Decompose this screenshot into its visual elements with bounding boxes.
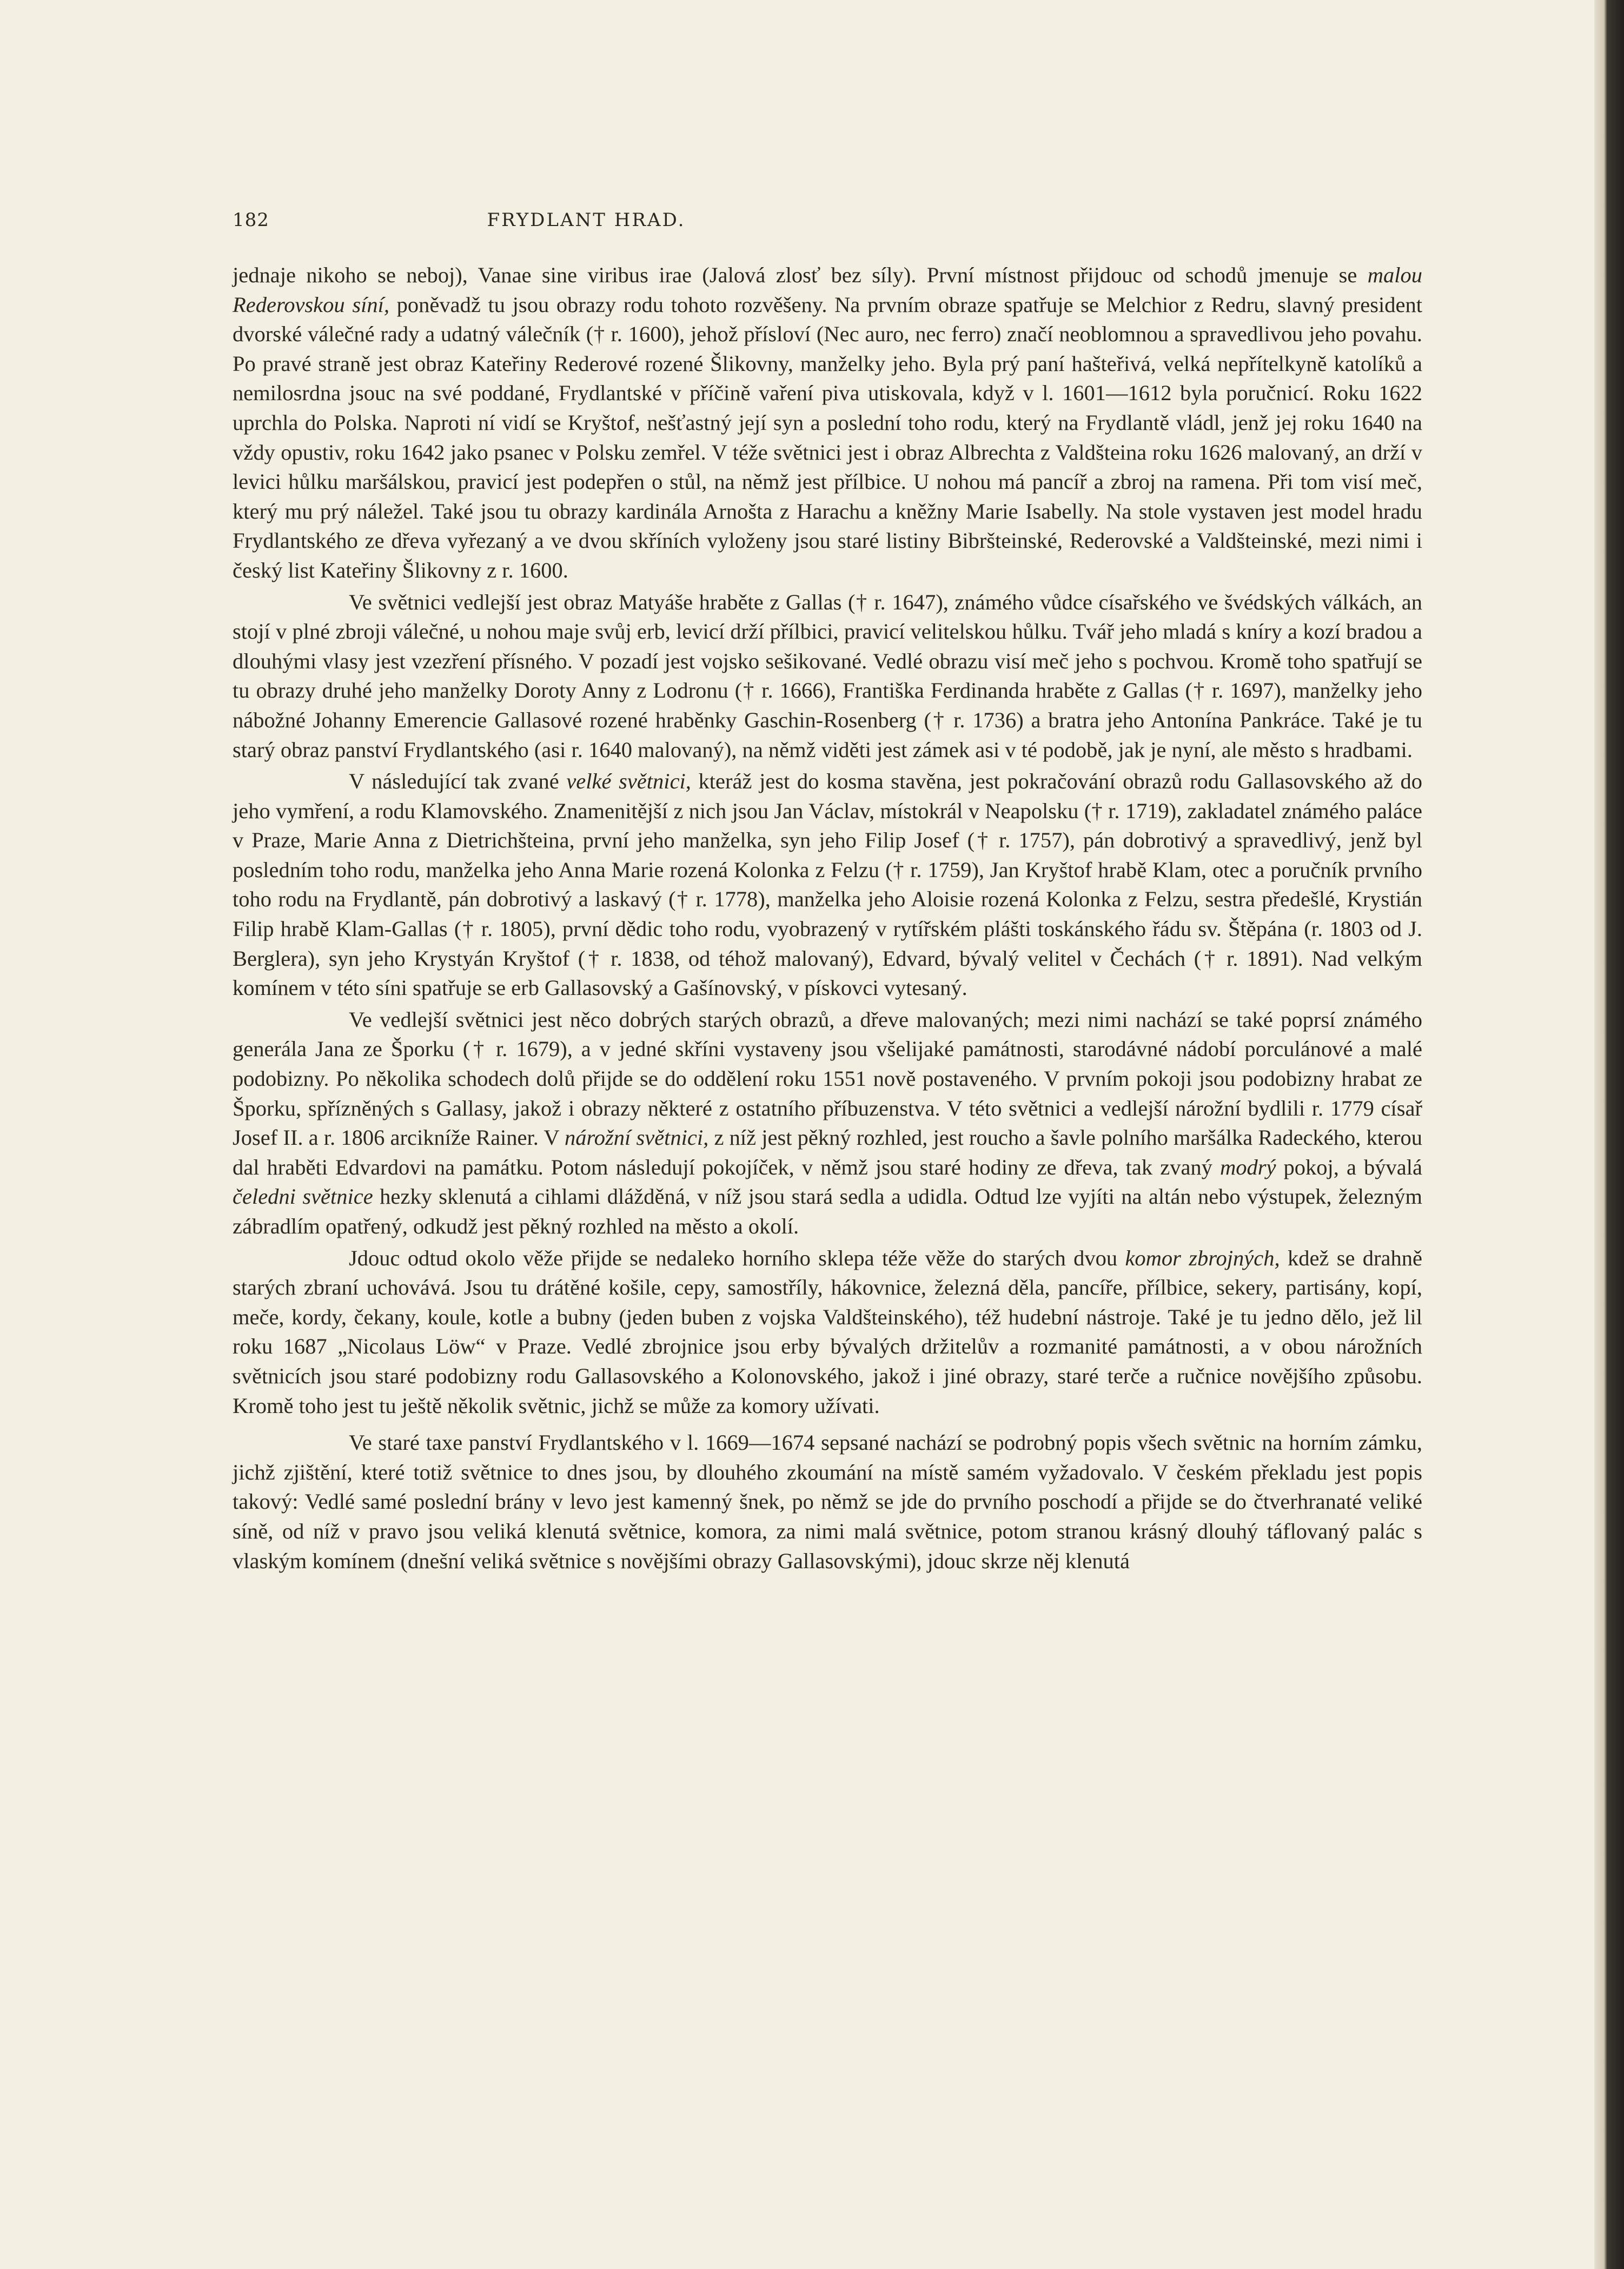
text-run: poněvadž tu jsou obrazy rodu tohoto rozvěšeny. Na prvním obraze spatřuje se Melchior z Redru, slavný president dvorské válečné rady a udatný válečník († r. 1600), jehož přísloví (Nec auro, nec ferro) značí neoblomnou a spravedlivou jeho povahu. Po pravé straně jest obraz Kateřiny Rederové rozené Šlikovny, manželky jeho. Byla prý paní hašteřivá, velká nepřítelkyně katolíků a nemilosrdna jsouc na své poddané, Frydlantské v příčině vaření piva utiskovala, když v l. 1601—1612 byla poručnicí. Roku 1622 uprchla do Polska. Naproti ní vidí se Kryštof, nešťastný její syn a poslední toho rodu, který na Frydlantě vládl, jenž jej roku 1640 na vždy opustiv, roku 1642 jako psanec v Polsku zemřel. V téže světnici jest i obraz Albrechta z Valdšteina roku 1626 malovaný, an drží v levici hůlku maršálskou, pravicí jest podepřen o stůl, na němž jest přílbice. U nohou má pancíř a zbroj na ramena. Při tom visí meč, který mu prý náležel. Také jsou tu obrazy kardinála Arnošta z Harachu a kněžny Marie Isabelly. Na stole vystaven jest model hradu Frydlantského ze dřeva vyřezaný a ve dvou skříních vyloženy jsou staré listiny Bibršteinské, Rederovské a Valdšteinské, mezi nimi i český list Kateřiny Šlikovny z r. 1600. bbox=[233, 292, 1422, 582]
text-run: hezky sklenutá a cihlami dlážděná, v níž jsou stará sedla a udidla. Odtud lze vyjíti na altán nebo výstupek, železným zábradlím opatřený, odkudž jest pěkný rozhled na město a okolí. bbox=[233, 1184, 1422, 1238]
italic-text: nárožní světnici, bbox=[565, 1125, 709, 1150]
text-run: Ve světnici vedlejší jest obraz Matyáše hraběte z Gallas († r. 1647), známého vůdce císařského ve švédských válkách, an stojí v plné zbroji válečné, u nohou maje svůj erb, levicí drží přílbici, pravicí velitelskou hůlku. Tvář jeho mladá s kníry a kozí bradou a dlouhými vlasy jest vzezření přísného. V pozadí jest vojsko sešikované. Vedlé obrazu visí meč jeho s pochvou. Kromě toho spatřují se tu obrazy druhé jeho manželky Doroty Anny z Lodronu († r. 1666), Františka Ferdinanda hraběte z Gallas († r. 1697), manželky jeho nábožné Johanny Emerencie Gallasové rozené hraběnky Gaschin-Rosenberg († r. 1736) a bratra jeho Antonína Pankráce. Také je tu starý obraz panství Frydlantského (asi r. 1640 malovaný), na němž viděti jest zámek asi v té podobě, jak je nyní, ale město s hradbami. bbox=[233, 589, 1422, 762]
text-run: kdež se drahně starých zbraní uchovává. Jsou tu drátěné košile, cepy, samostříly, hákovnice, železná děla, pancíře, přílbice, sekery, partisány, kopí, meče, kordy, čekany, koule, kotle a bubny (jeden buben z vojska Valdšteinského), též hudební nástroje. Také je tu jedno dělo, jež lil roku 1687 „Nicolaus Löw“ v Praze. Vedlé zbrojnice jsou erby bývalých držitelův a rozmanité památnosti, a v obou nárožních světnicích jsou staré podobizny rodu Gallasovského a Kolonovského, jakož i jiné obrazy, staré terče a ručnice novějšího způsobu. Kromě toho jest tu ještě několik světnic, jichž se může za komory užívati. bbox=[233, 1245, 1422, 1418]
paragraph bbox=[233, 588, 1422, 765]
text-run: Ve staré taxe panství Frydlantského v l. 1669—1674 sepsané nachází se podrobný popis všech světnic na horním zámku, jichž zjištění, které totiž světnice to dnes jsou, by dlouhého zkoumání na místě samém vyžadovalo. V českém překladu jest popis takový: Vedlé samé poslední brány v levo jest kamenný šnek, po němž se jde do prvního poschodí a přijde se do čtverhranaté veliké síně, od níž v pravo jsou veliká klenutá světnice, komora, za nimi malá světnice, potom stranou krásný dlouhý táflovaný palác s vlaským komínem (dnešní veliká světnice s novějšími obrazy Gallasovskými), jdouc skrze něj klenutá bbox=[233, 1430, 1422, 1573]
text-run: Ve vedlejší světnici jest něco dobrých starých obrazů, a dřeve malovaných; mezi nimi nachází se také poprsí známého generála Jana ze Šporku († r. 1679), a v jedné skříni vystaveny jsou všelijaké památnosti, starodávné nádobí porculánové a malé podobizny. Po několika schodech dolů přijde se do oddělení roku 1551 nově postaveného. V prvním pokoji jsou podobizny hrabat ze Šporku, spřízněných s Gallasy, jakož i obrazy některé z ostatního příbuzenstva. V této světnici a vedlejší nárožní bydlili r. 1779 císař Josef II. a r. 1806 arcikníže Rainer. V bbox=[233, 1007, 1422, 1150]
page-number: 182 bbox=[233, 209, 269, 231]
italic-text: komor zbrojných, bbox=[1125, 1245, 1280, 1270]
page-header bbox=[233, 209, 940, 242]
paragraph bbox=[233, 261, 1422, 586]
paragraph bbox=[233, 1005, 1422, 1242]
text-run: V následující tak zvané bbox=[349, 769, 567, 794]
italic-text: čeledni světnice bbox=[233, 1184, 373, 1209]
text-run: jednaje nikoho se neboj), Vanae sine viribus irae (Jalová zlosť bez síly). První místnost přijdouc od schodů jmenuje se bbox=[233, 263, 1368, 287]
paragraph bbox=[233, 1428, 1422, 1576]
italic-text: malou Rederovskou síní, bbox=[233, 263, 1422, 317]
italic-text: velké světnici, bbox=[566, 769, 691, 794]
text-run: z níž jest pěkný rozhled, jest roucho a šavle polního maršálka Radeckého, kterou dal hraběti Edvardovi na památku. Potom následují pokojíček, v němž jsou staré hodiny ze dřeva, tak zvaný bbox=[233, 1125, 1423, 1179]
running-title: FRYDLANT HRAD. bbox=[487, 209, 686, 231]
paragraph bbox=[233, 767, 1422, 1003]
body-text bbox=[233, 261, 1422, 1576]
text-run: Jdouc odtud okolo věže přijde se nedaleko horního sklepa téže věže do starých dvou bbox=[349, 1245, 1125, 1270]
paragraph bbox=[233, 1244, 1422, 1421]
book-gutter bbox=[1594, 0, 1624, 2269]
italic-text: modrý bbox=[1219, 1155, 1276, 1179]
text-run: kteráž jest do kosma stavěna, jest pokračování obrazů rodu Gallasovského až do jeho vymření, a rodu Klamovského. Znamenitější z nich jsou Jan Václav, místokrál v Neapolsku († r. 1719), zakladatel známého paláce v Praze, Marie Anna z Dietrichšteina, první jeho manželka, syn jeho Filip Josef († r. 1757), pán dobrotivý a spravedlivý, jenž byl posledním toho rodu, manželka jeho Anna Marie rozená Kolonka z Felzu († r. 1759), Jan Kryštof hrabě Klam, otec a poručník prvního toho rodu na Frydlantě, pán dobrotivý a laskavý († r. 1778), manželka jeho Aloisie rozená Kolonka z Felzu, sestra předešlé, Krystián Filip hrabě Klam-Gallas († r. 1805), první dědic toho rodu, vyobrazený v rytířském plášti toskánského řádu sv. Štěpána (r. 1803 od J. Berglera), syn jeho Krystyán Kryštof († r. 1838, od téhož malovaný), Edvard, bývalý velitel v Čechách († r. 1891). Nad velkým komínem v této síni spatřuje se erb Gallasovský a Gašínovský, v pískovci vytesaný. bbox=[233, 769, 1422, 1000]
text-run: pokoj, a bývalá bbox=[1276, 1155, 1422, 1179]
